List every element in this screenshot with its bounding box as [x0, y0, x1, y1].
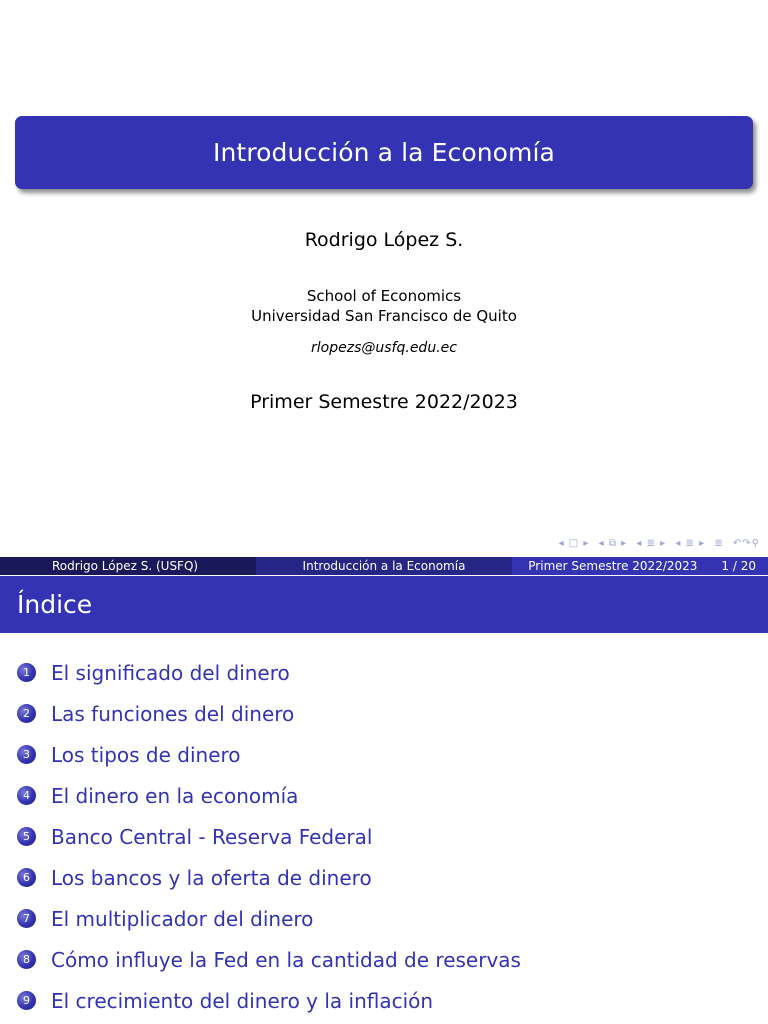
institution-university: Universidad San Francisco de Quito	[251, 307, 517, 325]
toc-item[interactable]	[0, 898, 768, 939]
section-number-ball-icon: 3	[17, 745, 36, 764]
footline-date: Primer Semestre 2022/2023	[528, 559, 698, 573]
section-number-ball-icon: 8	[17, 950, 36, 969]
presentation-date: Primer Semestre 2022/2023	[250, 391, 518, 413]
toc-item-label: Los bancos y la oferta de dinero	[51, 865, 372, 890]
toc-item[interactable]	[0, 775, 768, 816]
section-number-ball-icon: 2	[17, 704, 36, 723]
toc-item-label: Los tipos de dinero	[51, 742, 241, 767]
nav-frame-icon[interactable]: ◂ □ ▸	[558, 538, 590, 549]
navigation-symbols	[554, 538, 760, 549]
section-number-ball-icon: 5	[17, 827, 36, 846]
section-number-ball-icon: 9	[17, 991, 36, 1010]
page-number: 1 / 20	[721, 559, 756, 573]
author-name: Rodrigo López S.	[304, 229, 464, 251]
footline	[0, 557, 768, 575]
toc-item-label: Banco Central - Reserva Federal	[51, 824, 373, 849]
table-of-contents	[0, 652, 768, 1021]
footline-title: Introducción a la Economía	[256, 557, 512, 575]
author-email: rlopezs@usfq.edu.ec	[311, 340, 457, 356]
section-number-ball-icon: 4	[17, 786, 36, 805]
nav-section-icon-2[interactable]: ◂ ≣ ▸	[675, 538, 706, 549]
nav-search-icon[interactable]: ↶↷⚲	[732, 538, 760, 549]
toc-item[interactable]	[0, 816, 768, 857]
toc-item[interactable]	[0, 693, 768, 734]
toc-item-label: El significado del dinero	[51, 660, 290, 685]
nav-outline-icon[interactable]: ≣	[714, 538, 724, 549]
footline-author: Rodrigo López S. (USFQ)	[0, 557, 256, 575]
toc-item-label: El multiplicador del dinero	[51, 906, 314, 931]
section-number-ball-icon: 7	[17, 909, 36, 928]
toc-item-label: Cómo influye la Fed en la cantidad de reservas	[51, 947, 521, 972]
nav-section-icon[interactable]: ◂ ≣ ▸	[636, 538, 667, 549]
toc-item-label: El crecimiento del dinero y la inflación	[51, 988, 434, 1013]
presentation-title: Introducción a la Economía	[15, 116, 753, 189]
section-number-ball-icon: 1	[17, 663, 36, 682]
toc-item[interactable]	[0, 734, 768, 775]
toc-item[interactable]	[0, 939, 768, 980]
index-heading: Índice	[0, 576, 768, 633]
toc-item-label: El dinero en la economía	[51, 783, 299, 808]
nav-subsection-icon[interactable]: ◂ ⧉ ▸	[598, 538, 628, 549]
footline-right	[512, 557, 768, 575]
institution-school: School of Economics	[306, 287, 462, 305]
toc-item[interactable]	[0, 980, 768, 1021]
toc-item[interactable]	[0, 857, 768, 898]
toc-item[interactable]	[0, 652, 768, 693]
section-number-ball-icon: 6	[17, 868, 36, 887]
toc-item-label: Las funciones del dinero	[51, 701, 295, 726]
